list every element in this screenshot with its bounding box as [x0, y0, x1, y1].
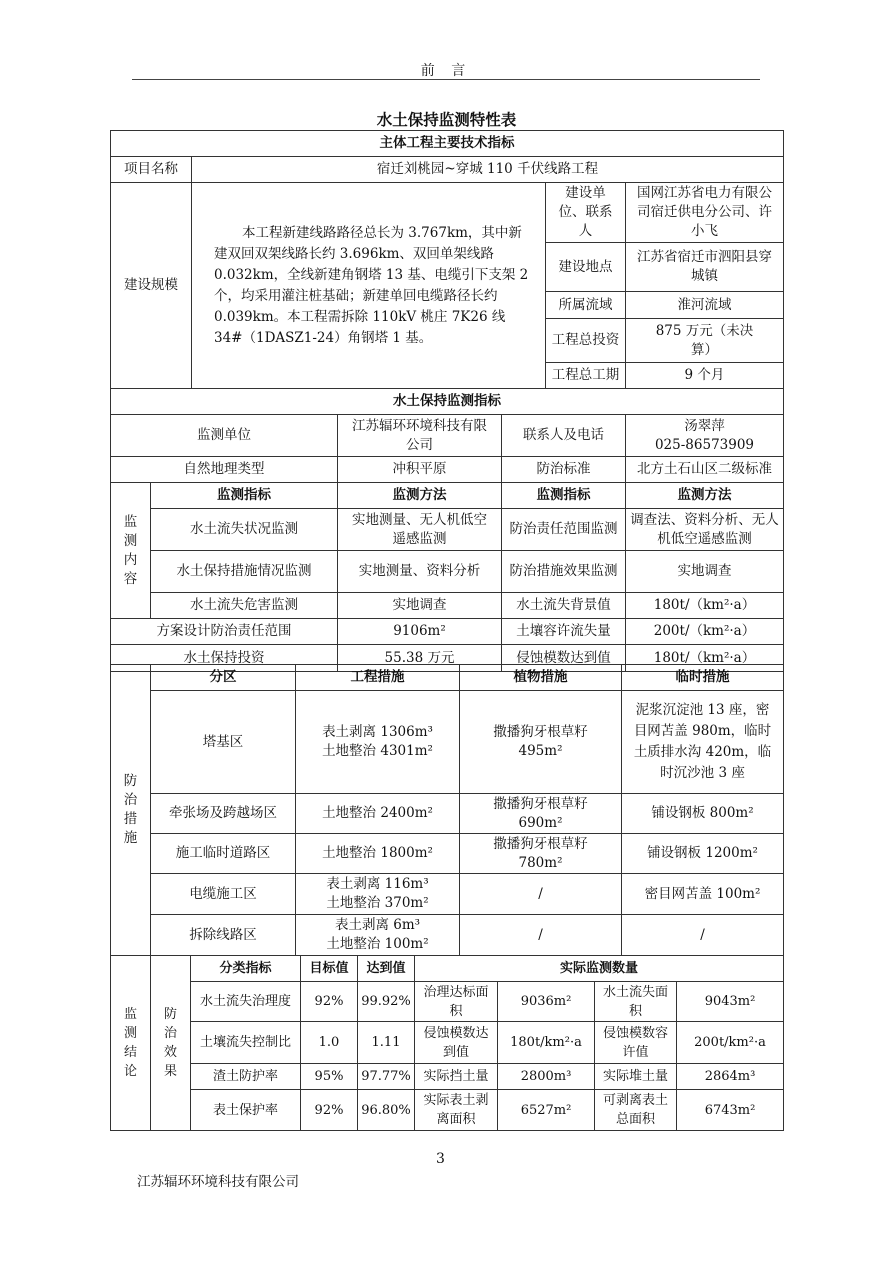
- contact-name: 汤翠萍: [684, 417, 725, 434]
- achieved-value: 97.77%: [358, 1064, 415, 1090]
- standard-value: 北方土石山区二级标准: [626, 457, 784, 483]
- conclusion-header: 分类指标: [191, 956, 301, 982]
- target-value: 1.0: [301, 1022, 358, 1064]
- conclusion-table: [110, 955, 784, 1131]
- investment-value: 875 万元（未决算）: [626, 319, 784, 363]
- engineering-measure: 表土剥离 6m³ 土地整治 100m²: [296, 915, 460, 956]
- contact-label: 联系人及电话: [502, 415, 626, 457]
- measure-value: 6743m²: [677, 1090, 784, 1131]
- measure-label: 水土流失面积: [595, 982, 677, 1022]
- indicator-name: 土壤流失控制比: [191, 1022, 301, 1064]
- page-number: 3: [436, 1151, 445, 1167]
- indicator-name: 渣土防护率: [191, 1064, 301, 1090]
- project-name-value: 宿迁刘桃园~穿城 110 千伏线路工程: [192, 157, 784, 183]
- temporary-measure: 密目网苫盖 100m²: [622, 874, 784, 915]
- zone-name: 施工临时道路区: [151, 834, 296, 874]
- section-monitor-title: 水土保持监测指标: [111, 389, 784, 415]
- content-cell: 调查法、资料分析、无人机低空遥感监测: [626, 509, 784, 551]
- monitor-unit-label: 监测单位: [111, 415, 338, 457]
- extra-cell: 侵蚀模数达到值: [502, 645, 626, 672]
- measures-header: 植物措施: [460, 665, 622, 691]
- running-header: 前 言: [420, 63, 472, 79]
- extra-cell: 土壤容许流失量: [502, 619, 626, 645]
- basin-label: 所属流域: [546, 292, 626, 319]
- effect-label: 防 治 效 果: [151, 956, 191, 1131]
- engineering-measure: 表土剥离 116m³ 土地整治 370m²: [296, 874, 460, 915]
- measures-header: 临时措施: [622, 665, 784, 691]
- section-main-title: 主体工程主要技术指标: [111, 131, 784, 157]
- target-value: 95%: [301, 1064, 358, 1090]
- content-cell: 实地测量、无人机低空遥感监测: [338, 509, 502, 551]
- content-cell: 实地测量、资料分析: [338, 551, 502, 593]
- achieved-value: 99.92%: [358, 982, 415, 1022]
- extra-cell: 180t/（km²·a）: [626, 645, 784, 672]
- zone-name: 电缆施工区: [151, 874, 296, 915]
- measure-label: 实际堆土量: [595, 1064, 677, 1090]
- measure-label: 实际表土剥离面积: [415, 1090, 498, 1131]
- indicator-name: 表土保护率: [191, 1090, 301, 1131]
- geo-type-value: 冲积平原: [338, 457, 502, 483]
- content-header-3: 监测指标: [502, 483, 626, 509]
- content-cell: 实地调查: [338, 593, 502, 619]
- extra-cell: 9106m²: [338, 619, 502, 645]
- plant-measure: 撒播狗牙根草籽 690m²: [460, 794, 622, 834]
- extra-cell: 200t/（km²·a）: [626, 619, 784, 645]
- measure-value: 9043m²: [677, 982, 784, 1022]
- measures-header: 分区: [151, 665, 296, 691]
- plant-measure: /: [460, 874, 622, 915]
- content-cell: 防治措施效果监测: [502, 551, 626, 593]
- temporary-measure: 铺设钢板 1200m²: [622, 834, 784, 874]
- investment-label: 工程总投资: [546, 319, 626, 363]
- measure-label: 实际挡土量: [415, 1064, 498, 1090]
- content-header-4: 监测方法: [626, 483, 784, 509]
- location-value: 江苏省宿迁市泗阳县穿城镇: [626, 243, 784, 292]
- measure-value: 6527m²: [498, 1090, 595, 1131]
- header-divider: [132, 79, 760, 80]
- zone-name: 拆除线路区: [151, 915, 296, 956]
- monitor-unit-value: 江苏辐环环境科技有限公司: [338, 415, 502, 457]
- contact-value: [626, 415, 784, 457]
- contact-phone: 025-86573909: [654, 436, 755, 453]
- conclusion-header: 实际监测数量: [415, 956, 784, 982]
- measure-value: 200t/km²·a: [677, 1022, 784, 1064]
- content-cell: 水土流失背景值: [502, 593, 626, 619]
- scale-description: 本工程新建线路路径总长为 3.767km，其中新建双回双架线路长约 3.696km、双回单架线路 0.032km，全线新建角钢塔 13 基、电缆引下支架 2 个，均采用灌注桩基础；新建单回电缆路径长约 0.039km。本工程需拆除 110kV 桃庄 7K26 线 34#（1DASZ1-24）角钢塔 1 基。: [192, 183, 546, 389]
- content-header-1: 监测指标: [151, 483, 338, 509]
- content-cell: 水土保持措施情况监测: [151, 551, 338, 593]
- achieved-value: 96.80%: [358, 1090, 415, 1131]
- table-title: 水土保持监测特性表: [376, 110, 517, 129]
- content-cell: 水土流失状况监测: [151, 509, 338, 551]
- target-value: 92%: [301, 982, 358, 1022]
- plant-measure: /: [460, 915, 622, 956]
- standard-label: 防治标准: [502, 457, 626, 483]
- zone-name: 塔基区: [151, 691, 296, 794]
- engineering-measure: 土地整治 1800m²: [296, 834, 460, 874]
- measure-label: 可剥离表土总面积: [595, 1090, 677, 1131]
- content-cell: 水土流失危害监测: [151, 593, 338, 619]
- conclusion-label: 监 测 结 论: [111, 956, 151, 1131]
- engineering-measure: 土地整治 2400m²: [296, 794, 460, 834]
- plant-measure: 撒播狗牙根草籽 495m²: [460, 691, 622, 794]
- measure-label: 侵蚀模数容许值: [595, 1022, 677, 1064]
- measure-value: 2800m³: [498, 1064, 595, 1090]
- measure-value: 180t/km²·a: [498, 1022, 595, 1064]
- zone-name: 牵张场及跨越场区: [151, 794, 296, 834]
- measures-label: 防 治 措 施: [111, 665, 151, 956]
- content-cell: 实地调查: [626, 551, 784, 593]
- extra-cell: 方案设计防治责任范围: [111, 619, 338, 645]
- extra-cell: 水土保持投资: [111, 645, 338, 672]
- engineering-measure: 表土剥离 1306m³ 土地整治 4301m²: [296, 691, 460, 794]
- achieved-value: 1.11: [358, 1022, 415, 1064]
- measure-label: 治理达标面积: [415, 982, 498, 1022]
- measures-header: 工程措施: [296, 665, 460, 691]
- conclusion-header: 达到值: [358, 956, 415, 982]
- temporary-measure: 铺设钢板 800m²: [622, 794, 784, 834]
- temporary-measure: 泥浆沉淀池 13 座，密目网苫盖 980m，临时土质排水沟 420m，临时沉沙池 3 座: [622, 691, 784, 794]
- project-name-label: 项目名称: [111, 157, 192, 183]
- content-cell: 防治责任范围监测: [502, 509, 626, 551]
- measures-table: [110, 664, 784, 956]
- measure-value: 9036m²: [498, 982, 595, 1022]
- characteristics-table: [110, 130, 784, 672]
- plant-measure: 撒播狗牙根草籽 780m²: [460, 834, 622, 874]
- content-cell: 180t/（km²·a）: [626, 593, 784, 619]
- content-label: 监 测 内 容: [111, 483, 151, 619]
- footer-company: 江苏辐环环境科技有限公司: [137, 1174, 299, 1190]
- builder-label: 建设单位、联系人: [546, 183, 626, 243]
- extra-cell: 55.38 万元: [338, 645, 502, 672]
- geo-type-label: 自然地理类型: [111, 457, 338, 483]
- indicator-name: 水土流失治理度: [191, 982, 301, 1022]
- measure-value: 2864m³: [677, 1064, 784, 1090]
- builder-value: 国网江苏省电力有限公司宿迁供电分公司、许小飞: [626, 183, 784, 243]
- measure-label: 侵蚀模数达到值: [415, 1022, 498, 1064]
- temporary-measure: /: [622, 915, 784, 956]
- location-label: 建设地点: [546, 243, 626, 292]
- duration-value: 9 个月: [626, 363, 784, 389]
- duration-label: 工程总工期: [546, 363, 626, 389]
- target-value: 92%: [301, 1090, 358, 1131]
- scale-label: 建设规模: [111, 183, 192, 389]
- conclusion-header: 目标值: [301, 956, 358, 982]
- basin-value: 淮河流域: [626, 292, 784, 319]
- content-header-2: 监测方法: [338, 483, 502, 509]
